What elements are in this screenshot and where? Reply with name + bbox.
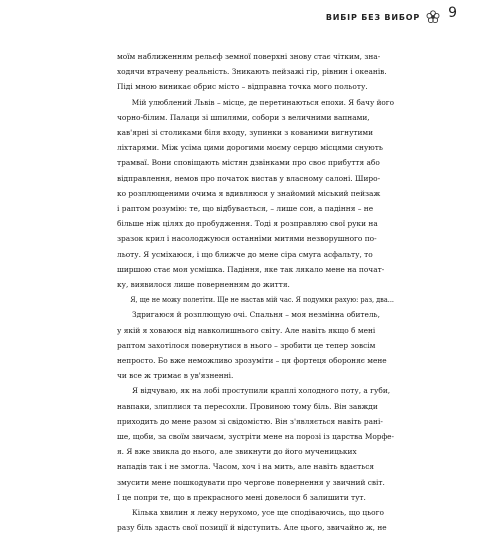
- text-line: більше ніж цілях до пробудження. Тоді я розправляю свої руки на: [117, 219, 378, 229]
- text-line: непросто. Бо вже неможливо зрозуміти – ця фортеця обороняє мене: [117, 356, 387, 366]
- text-line: ку, виявилося лише поверненням до життя.: [117, 280, 290, 290]
- paragraph: [117, 292, 394, 383]
- text-line: Я, ще не можу полетіти. Ще не настав мій час. Я подумки рахую: раз, два...: [130, 295, 394, 305]
- text-line: разу біль здасть свої позиції й відступить. Але цього, звичайно ж, не: [117, 523, 387, 533]
- text-line: ше, щоби, за своїм звичаєм, зустріти мене на порозі із царства Морфе-: [117, 432, 394, 442]
- text-line: Кілька хвилин я лежу нерухомо, усе ще сподіваючись, що цього: [132, 508, 384, 518]
- body-text: [117, 49, 394, 536]
- text-line: ширшою стає моя усмішка. Падіння, яке так лякало мене на почат-: [117, 264, 385, 274]
- flower-ornament-icon: [426, 10, 440, 24]
- text-line: Здригаюся й розплющую очі. Спальня – моя незмінна обитель,: [132, 310, 380, 320]
- text-line: чи все ж тримає в ув'язненні.: [117, 371, 234, 381]
- text-line: чорно-білим. Палаци зі шпилями, собори з величними вапнами,: [117, 112, 370, 122]
- text-line: нападів так і не змогла. Часом, хоч і на мить, але навіть вдається: [117, 462, 375, 472]
- paragraph: [117, 49, 394, 95]
- text-line: моїм наближенням рельєф земної поверхні знову стає чітким, зна-: [117, 52, 381, 61]
- text-line: Я відчуваю, як на лобі проступили краплі холодного поту, а губи,: [132, 386, 391, 396]
- text-line: кав'ярні зі столиками біля входу, зупинки з кованими вигнутими: [117, 128, 374, 138]
- text-line: Мій улюблений Львів – місце, де перетинаються епохи. Я бачу його: [131, 97, 394, 107]
- text-line: змусити мене пошкодувати про чергове повернення у звичний світ.: [117, 477, 385, 487]
- text-line: і раптом розумію: те, що відбувається, – лише сон, а падіння – не: [117, 204, 374, 214]
- text-line: льоту. Я усміхаюся, і що ближче до мене сіра смуга асфальту, то: [117, 249, 373, 259]
- running-title: ВИБІР БЕЗ ВИБОР: [325, 12, 420, 22]
- text-line: ходячи втрачену реальність. Зникають пейзажі гір, рівнин і океанів.: [117, 67, 387, 77]
- paragraph: [117, 505, 394, 535]
- text-line: я. Я вже звикла до нього, але звикнути до його мученицьких: [117, 447, 357, 457]
- text-line: у якій я ховаюся від навколишнього світу. Але навіть якщо б мені: [117, 325, 376, 335]
- paragraph: [117, 95, 394, 293]
- text-line: раптом захотілося повернутися в нього – зробити це тепер зовсім: [117, 340, 376, 350]
- text-line: відправлення, немов про початок вистав у власному салоні. Широ-: [117, 173, 381, 183]
- page-number: 9: [448, 5, 457, 21]
- text-line: І це попри те, що в прекрасного мені довелося б залишити тут.: [117, 492, 366, 502]
- paragraph: [117, 383, 394, 505]
- text-line: Піді мною виникає обрис місто – відправна точка мого польоту.: [117, 82, 368, 92]
- text-line: навпаки, злиплися та пересохли. Провиною тому біль. Він завжди: [117, 401, 378, 411]
- text-line: приходить до мене разом зі свідомістю. Він з'являється навіть рані-: [117, 416, 383, 426]
- text-line: зразок крил і насолоджуюся останніми митями незворушного по-: [117, 234, 377, 244]
- text-line: ліхтарями. Між усіма цими дорогими моєму серцю місцями снують: [117, 143, 383, 153]
- running-header: [326, 10, 440, 24]
- text-line: трамваї. Вони сповіщають містян дзвінками про своє прибуття або: [117, 158, 380, 168]
- text-line: ко розплющеними очима я вдивляюся у знайомий міський пейзаж: [117, 188, 381, 198]
